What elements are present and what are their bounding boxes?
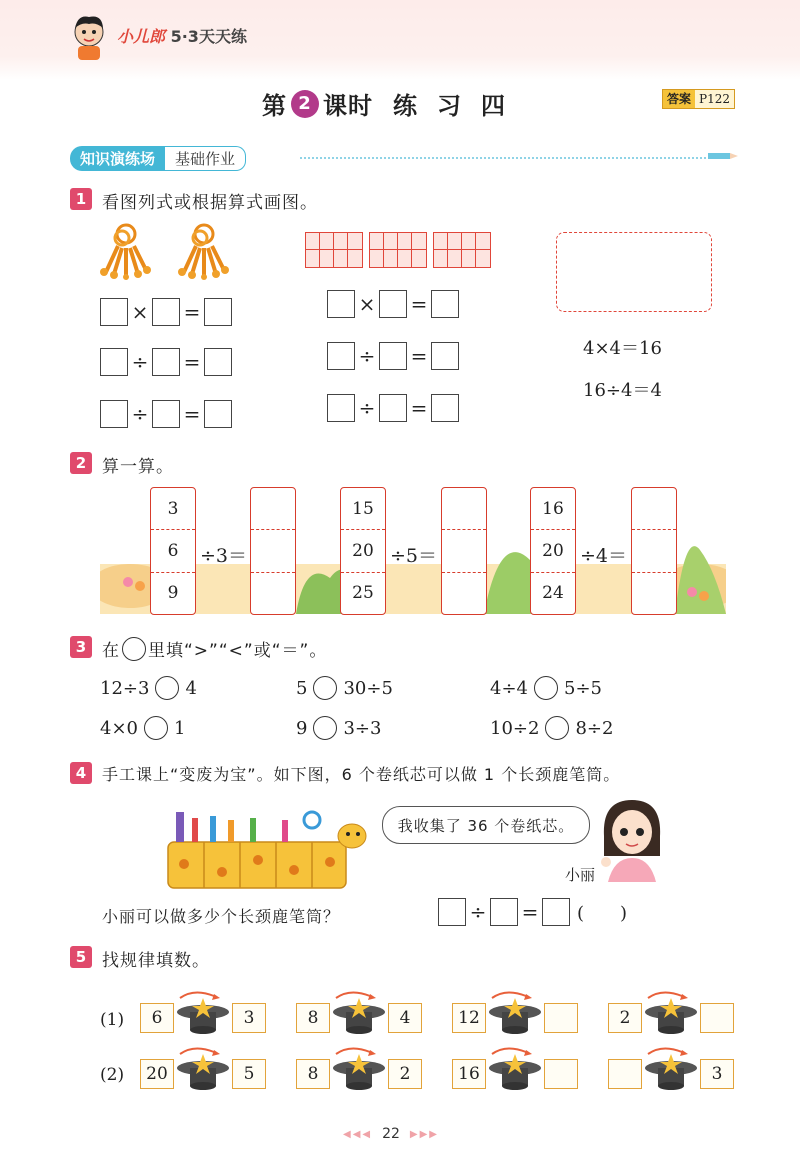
compare-item: 12÷3 4: [100, 677, 197, 699]
answer-box[interactable]: [204, 348, 232, 376]
answer-box[interactable]: [379, 342, 407, 370]
question-prompt: 小丽可以做多少个长颈鹿笔筒？: [102, 907, 341, 926]
row-label: (1): [100, 1010, 125, 1030]
question-text: 手工课上“变废为宝”。如下图，6 个卷纸芯可以做 1 个长颈鹿笔筒。: [102, 765, 621, 784]
answer-box[interactable]: [379, 290, 407, 318]
answer-box[interactable]: [379, 394, 407, 422]
question-number: 1: [70, 188, 92, 210]
compare-circle[interactable]: [155, 676, 179, 700]
magic-hat-icon: [642, 1046, 700, 1090]
magic-hat-icon: [486, 990, 544, 1034]
pattern-pair: [608, 1046, 734, 1090]
compare-circle[interactable]: [313, 716, 337, 740]
equation-row: ÷ =: [327, 342, 459, 370]
answer-box[interactable]: [152, 298, 180, 326]
magic-hat-icon: [174, 1046, 232, 1090]
left-arrows-icon: ◀◀◀: [343, 1128, 373, 1140]
number-column: 15 20 25: [340, 487, 386, 615]
lesson-number-badge: 2: [291, 90, 319, 118]
equation-row: ÷ = ( ): [438, 898, 627, 926]
answer-box[interactable]: [431, 290, 459, 318]
grid-rectangle: [369, 232, 427, 268]
question-number: 3: [70, 636, 92, 658]
compare-item: 4×0 1: [100, 717, 186, 739]
answer-cell[interactable]: [632, 488, 676, 530]
answer-box[interactable]: [327, 290, 355, 318]
given-equation: 4×4＝16: [583, 338, 662, 359]
magic-hat-icon: [330, 990, 388, 1034]
operation-label: ÷4＝: [580, 545, 628, 567]
answer-box[interactable]: [204, 400, 232, 428]
question-number: 4: [70, 762, 92, 784]
magic-hat-icon: [486, 1046, 544, 1090]
row-label: (2): [100, 1065, 125, 1085]
pattern-pair: [452, 1046, 578, 1090]
answer-box[interactable]: [152, 400, 180, 428]
input-box: 8: [296, 1059, 330, 1089]
question-number: 2: [70, 452, 92, 474]
page-title: 第 2 课时 练习四: [262, 86, 525, 121]
input-box: 6: [140, 1003, 174, 1033]
answer-box[interactable]: [204, 298, 232, 326]
input-box[interactable]: [608, 1059, 642, 1089]
answer-cell[interactable]: [251, 530, 295, 572]
output-box[interactable]: [544, 1003, 578, 1033]
answer-page-tag: 答案 P122: [662, 89, 735, 109]
output-box[interactable]: 2: [388, 1059, 422, 1089]
grid-rectangle: [305, 232, 363, 268]
pattern-pair: [452, 990, 578, 1034]
output-box[interactable]: 5: [232, 1059, 266, 1089]
operation-label: ÷3＝: [200, 545, 248, 567]
output-box[interactable]: [544, 1059, 578, 1089]
answer-cell[interactable]: [442, 488, 486, 530]
pen-holder-illustration: [162, 806, 372, 890]
compare-circle[interactable]: [545, 716, 569, 740]
section-header: 知识演练场 基础作业: [70, 146, 246, 170]
input-box: 12: [452, 1003, 486, 1033]
magic-hat-icon: [642, 990, 700, 1034]
number-column: 16 20 24: [530, 487, 576, 615]
answer-box[interactable]: [100, 400, 128, 428]
answer-box[interactable]: [152, 348, 180, 376]
page-number: ◀◀◀ 22 ▶▶▶: [343, 1126, 439, 1142]
speech-bubble: 我收集了 36 个卷纸芯。: [382, 806, 590, 844]
input-box: 20: [140, 1059, 174, 1089]
unit-parentheses[interactable]: ( ): [577, 903, 628, 924]
answer-column[interactable]: [441, 487, 487, 615]
keys-icon: [174, 222, 232, 280]
equation-row: × =: [327, 290, 459, 318]
mascot-icon: [70, 14, 108, 62]
brand-logo: 小儿郎 5·3天天练: [117, 27, 247, 46]
pattern-pair: [140, 990, 266, 1034]
equation-row: ÷ =: [100, 348, 232, 376]
equation-row: × =: [100, 298, 232, 326]
girl-avatar: [594, 796, 670, 882]
answer-box[interactable]: [100, 298, 128, 326]
answer-cell[interactable]: [251, 488, 295, 530]
answer-box[interactable]: [438, 898, 466, 926]
pattern-pair: [296, 1046, 422, 1090]
compare-item: 4÷4 5÷5: [490, 677, 602, 699]
compare-item: 10÷2 8÷2: [490, 717, 614, 739]
question-text: 找规律填数。: [102, 951, 210, 971]
compare-circle[interactable]: [313, 676, 337, 700]
answer-box[interactable]: [542, 898, 570, 926]
answer-cell[interactable]: [251, 573, 295, 614]
answer-box[interactable]: [431, 394, 459, 422]
question-text: 算一算。: [102, 457, 174, 477]
magic-hat-icon: [174, 990, 232, 1034]
input-box: 2: [608, 1003, 642, 1033]
equation-row: ÷ =: [327, 394, 459, 422]
answer-box[interactable]: [100, 348, 128, 376]
number-column: 3 6 9: [150, 487, 196, 615]
pencil-icon: [708, 151, 738, 161]
input-box: 8: [296, 1003, 330, 1033]
answer-cell[interactable]: [442, 573, 486, 614]
given-equation: 16÷4＝4: [583, 380, 662, 401]
answer-cell[interactable]: [632, 530, 676, 572]
compare-item: 9 3÷3: [296, 717, 382, 739]
keys-icon: [96, 222, 154, 280]
answer-box[interactable]: [431, 342, 459, 370]
answer-cell[interactable]: [442, 530, 486, 572]
drawing-area[interactable]: [556, 232, 712, 312]
pattern-pair: [608, 990, 734, 1034]
compare-circle[interactable]: [534, 676, 558, 700]
input-box: 16: [452, 1059, 486, 1089]
output-box[interactable]: 3: [232, 1003, 266, 1033]
grid-rectangle: [433, 232, 491, 268]
output-box: 3: [700, 1059, 734, 1089]
magic-hat-icon: [330, 1046, 388, 1090]
answer-box[interactable]: [490, 898, 518, 926]
circle-symbol-icon: [122, 637, 146, 661]
output-box[interactable]: 4: [388, 1003, 422, 1033]
answer-box[interactable]: [327, 342, 355, 370]
section-divider: [300, 157, 730, 159]
operation-label: ÷5＝: [390, 545, 438, 567]
question-text: 看图列式或根据算式画图。: [102, 193, 318, 213]
answer-box[interactable]: [327, 394, 355, 422]
equation-row: ÷ =: [100, 400, 232, 428]
answer-column[interactable]: [250, 487, 296, 615]
right-arrows-icon: ▶▶▶: [409, 1128, 439, 1140]
pattern-pair: [296, 990, 422, 1034]
character-name: 小丽: [565, 866, 596, 884]
answer-column[interactable]: [631, 487, 677, 615]
output-box[interactable]: [700, 1003, 734, 1033]
pattern-pair: [140, 1046, 266, 1090]
compare-circle[interactable]: [144, 716, 168, 740]
question-number: 5: [70, 946, 92, 968]
compare-item: 5 30÷5: [296, 677, 393, 699]
question-text: 在 里填“>”“<”或“＝”。: [102, 636, 327, 661]
answer-cell[interactable]: [632, 573, 676, 614]
